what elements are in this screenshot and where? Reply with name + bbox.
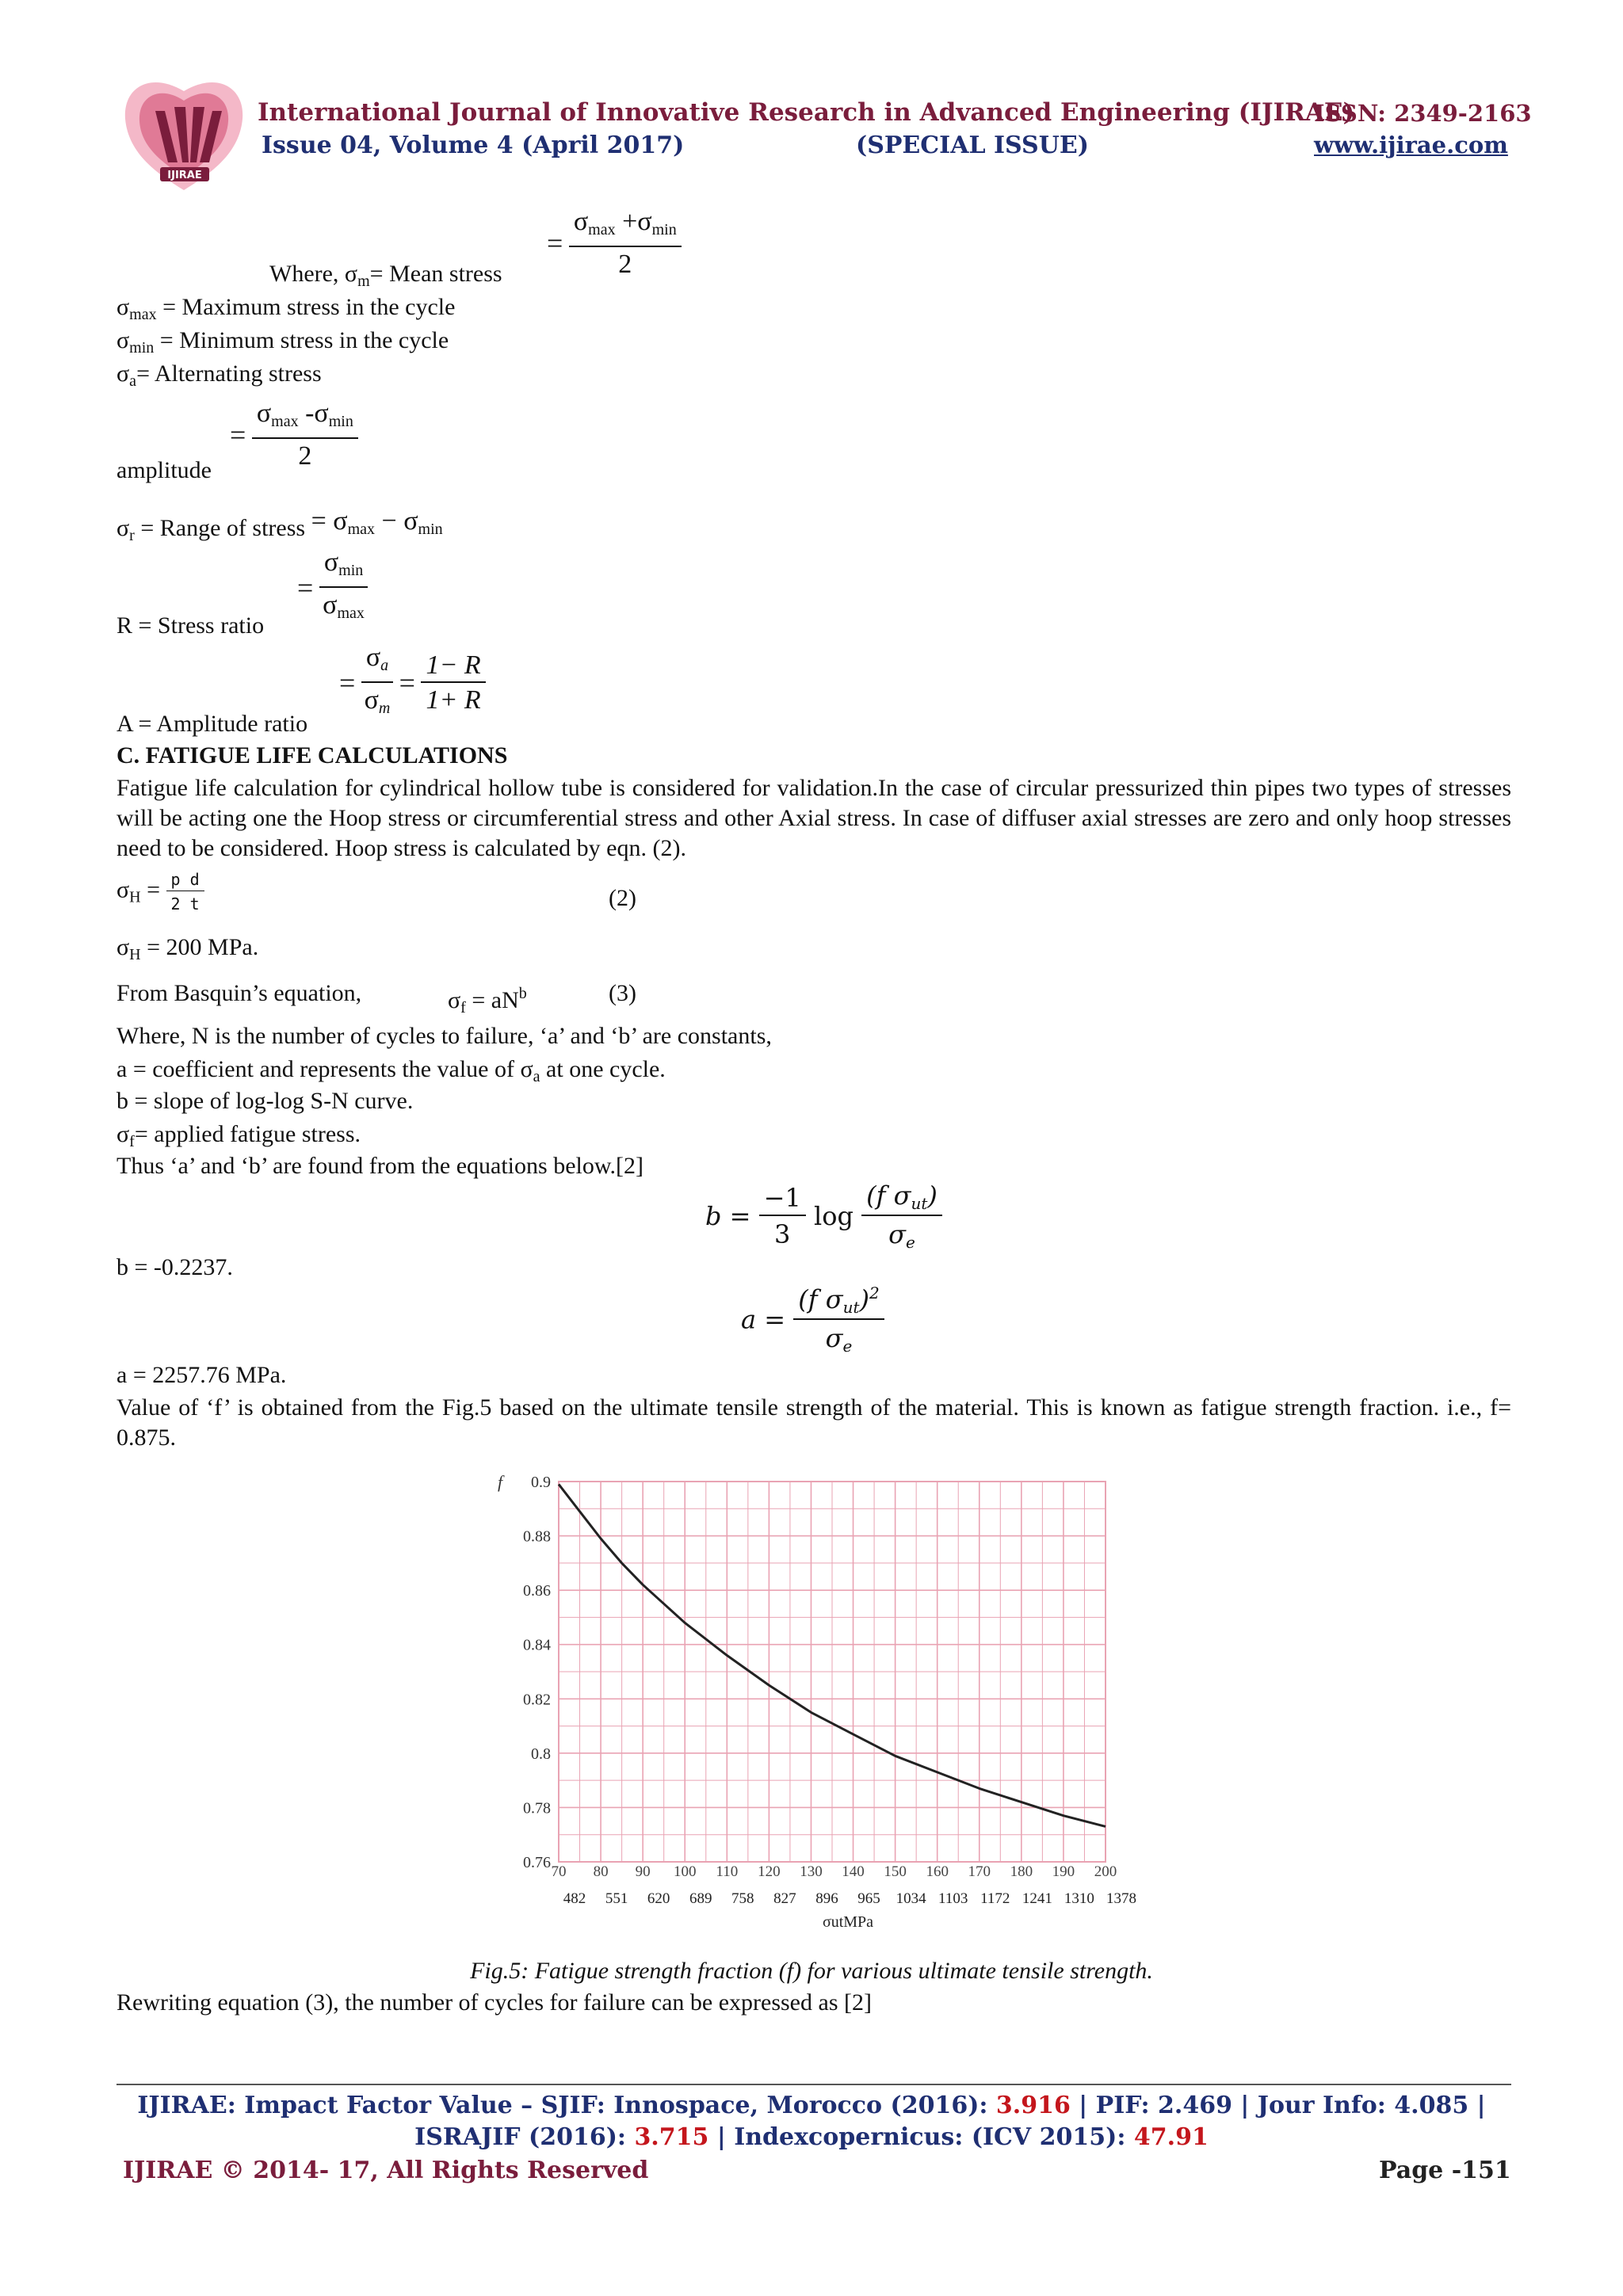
y-tick-label: 0.86 bbox=[523, 1582, 551, 1600]
x-tick-label-mpa: 1103 bbox=[938, 1890, 968, 1907]
y-tick-label: 0.76 bbox=[523, 1854, 551, 1871]
issue-info: Issue 04, Volume 4 (April 2017) bbox=[262, 132, 685, 159]
page-number: Page -151 bbox=[1379, 2157, 1511, 2184]
header bbox=[0, 0, 1623, 206]
x-tick-label-top: 160 bbox=[926, 1863, 949, 1880]
y-axis-label: f bbox=[498, 1472, 503, 1492]
footer-rule bbox=[116, 2084, 1511, 2085]
y-tick-label: 0.9 bbox=[531, 1474, 551, 1491]
x-tick-label-mpa: 620 bbox=[647, 1890, 670, 1907]
stress-ratio-formula: = $\frac{\sigma_{min}}{\sigma_{max}}$ bbox=[297, 548, 368, 627]
y-tick-label: 0.84 bbox=[523, 1636, 551, 1654]
y-tick-label: 0.78 bbox=[523, 1799, 551, 1817]
rewriting-text: Rewriting equation (3), the number of cycles for failure can be expressed as [2] bbox=[116, 1989, 872, 2016]
x-tick-label-top: 140 bbox=[842, 1863, 865, 1880]
x-tick-label-top: 100 bbox=[673, 1863, 697, 1880]
mean-stress-label: Where, $\sigma_m=$ Mean stress bbox=[269, 261, 502, 290]
x-tick-label-top: 150 bbox=[884, 1863, 907, 1880]
stress-ratio-label: R = Stress ratio bbox=[116, 612, 265, 639]
amplitude-formula: = $\frac{\sigma_{max} -\sigma_{min}}{2}$ bbox=[230, 399, 358, 471]
x-tick-label-mpa: 482 bbox=[563, 1890, 586, 1907]
b-value: b = -0.2237. bbox=[116, 1254, 233, 1280]
x-tick-label-top: 120 bbox=[758, 1863, 781, 1880]
issn: ISSN: 2349-2163 bbox=[1314, 100, 1532, 127]
x-tick-label-mpa: 758 bbox=[731, 1890, 754, 1907]
basquin-text: From Basquin’s equation, bbox=[116, 980, 362, 1006]
paragraph-f-value: Value of ‘f’ is obtained from the Fig.5 based on the ultimate tensile strength of the material. This is known as fatigue strength fraction. i.e., f= 0.875. bbox=[116, 1394, 1511, 1451]
x-tick-label-mpa: 1378 bbox=[1106, 1890, 1136, 1907]
special-issue: (SPECIAL ISSUE) bbox=[856, 132, 1089, 159]
hoop-stress-value: $\sigma_H = 200$ MPa. bbox=[116, 934, 259, 963]
footer-index-line: ISRAJIF (2016): 3.715 | Indexcopernicus: (ICV 2015): 47.91 bbox=[414, 2123, 1209, 2151]
sigma-min-def: $\sigma_{min}$ = Minimum stress in the cycle bbox=[116, 327, 449, 357]
amplitude-ratio-label: A = Amplitude ratio bbox=[116, 711, 308, 737]
a-value: a = 2257.76 MPa. bbox=[116, 1362, 287, 1388]
y-tick-label: 0.82 bbox=[523, 1691, 551, 1709]
eq2-number: (2) bbox=[609, 885, 636, 911]
x-tick-label-top: 90 bbox=[635, 1863, 651, 1880]
x-tick-label-top: 200 bbox=[1094, 1863, 1117, 1880]
ijirae-logo bbox=[119, 75, 250, 194]
x-axis-label: σutMPa bbox=[822, 1913, 874, 1931]
x-tick-label-mpa: 1172 bbox=[980, 1890, 1010, 1907]
sigma-max-def: $\sigma_{max}$ = Maximum stress in the cycle bbox=[116, 294, 456, 323]
a-formula: a = $\frac{(f \sigma_{ut})^2}{\sigma_e}$ bbox=[741, 1283, 884, 1356]
fatigue-fraction-chart bbox=[475, 1466, 1189, 1949]
hoop-stress-formula: $\sigma_H$ = $\frac{\text{p d}}{2 t}$ bbox=[116, 870, 204, 913]
thus-text: Thus ‘a’ and ‘b’ are found from the equations below.[2] bbox=[116, 1153, 644, 1179]
x-tick-label-mpa: 827 bbox=[773, 1890, 796, 1907]
b-formula: b = $\frac{-1}{3}$ log $\frac{(f \sigma_{ut})}{\sigma_e}$ bbox=[705, 1180, 942, 1252]
x-tick-label-top: 190 bbox=[1052, 1863, 1075, 1880]
x-tick-label-top: 70 bbox=[551, 1863, 567, 1880]
y-tick-label: 0.88 bbox=[523, 1527, 551, 1546]
x-tick-label-top: 110 bbox=[716, 1863, 739, 1880]
sigma-a-def: $\sigma_a=$ Alternating stress bbox=[116, 360, 322, 390]
website-link[interactable]: www.ijirae.com bbox=[1314, 132, 1508, 158]
mean-stress-formula: = $\frac{\sigma_{max} +\sigma_{min}}{2}$ bbox=[547, 208, 682, 279]
x-tick-label-mpa: 1034 bbox=[896, 1890, 926, 1907]
a-definition: a = coefficient and represents the value of $\sigma_a$ at one cycle. bbox=[116, 1056, 666, 1085]
amplitude-ratio-formula: = $\frac{\sigma_a}{\sigma_m}$ = $\frac{1- R}{1+ R}$ bbox=[339, 643, 486, 723]
x-tick-label-top: 130 bbox=[800, 1863, 823, 1880]
footer-copyright: IJIRAE © 2014- 17, All Rights Reserved bbox=[123, 2157, 649, 2184]
x-tick-label-top: 170 bbox=[968, 1863, 991, 1880]
x-tick-label-mpa: 896 bbox=[815, 1890, 838, 1907]
paragraph-fatigue-intro: Fatigue life calculation for cylindrical hollow tube is considered for validation.In the case of circular pressurized thin pipes two types of stresses will be acting one the Hoop stress or circumferential stress and other Axial stress. In case of diffuser axial stresses are zero and only hoop stresses need to be considered. Hoop stress is calculated by eqn. (2). bbox=[116, 775, 1511, 861]
x-tick-label-mpa: 965 bbox=[857, 1890, 880, 1907]
footer-impact-line: IJIRAE: Impact Factor Value – SJIF: Innospace, Morocco (2016): 3.916 | PIF: 2.469 | Jour Info: 4.085 | bbox=[137, 2092, 1486, 2119]
section-heading: C. FATIGUE LIFE CALCULATIONS bbox=[116, 742, 508, 769]
x-tick-label-mpa: 689 bbox=[689, 1890, 712, 1907]
x-tick-label-top: 180 bbox=[1010, 1863, 1033, 1880]
amplitude-label: amplitude bbox=[116, 457, 212, 483]
logo-text: IJIRAE bbox=[167, 170, 202, 181]
where-n-text: Where, N is the number of cycles to failure, ‘a’ and ‘b’ are constants, bbox=[116, 1023, 772, 1049]
x-tick-label-mpa: 1310 bbox=[1064, 1890, 1094, 1907]
journal-title: International Journal of Innovative Research in Advanced Engineering (IJIRAE) bbox=[258, 98, 1355, 127]
x-tick-label-mpa: 551 bbox=[605, 1890, 628, 1907]
basquin-formula: $\sigma_f = aN^b$ bbox=[448, 985, 527, 1016]
figure-caption: Fig.5: Fatigue strength fraction (f) for various ultimate tensile strength. bbox=[470, 1958, 1153, 1984]
sigma-f-definition: $\sigma_f=$ applied fatigue stress. bbox=[116, 1121, 361, 1150]
b-definition: b = slope of log-log S-N curve. bbox=[116, 1088, 414, 1114]
x-tick-label-mpa: 1241 bbox=[1022, 1890, 1052, 1907]
y-tick-label: 0.8 bbox=[531, 1745, 551, 1763]
range-stress: $\sigma_r$ = Range of stress = $\sigma_{max} - \sigma_{min}$ bbox=[116, 506, 443, 544]
eq3-number: (3) bbox=[609, 980, 636, 1006]
x-tick-label-top: 80 bbox=[593, 1863, 609, 1880]
